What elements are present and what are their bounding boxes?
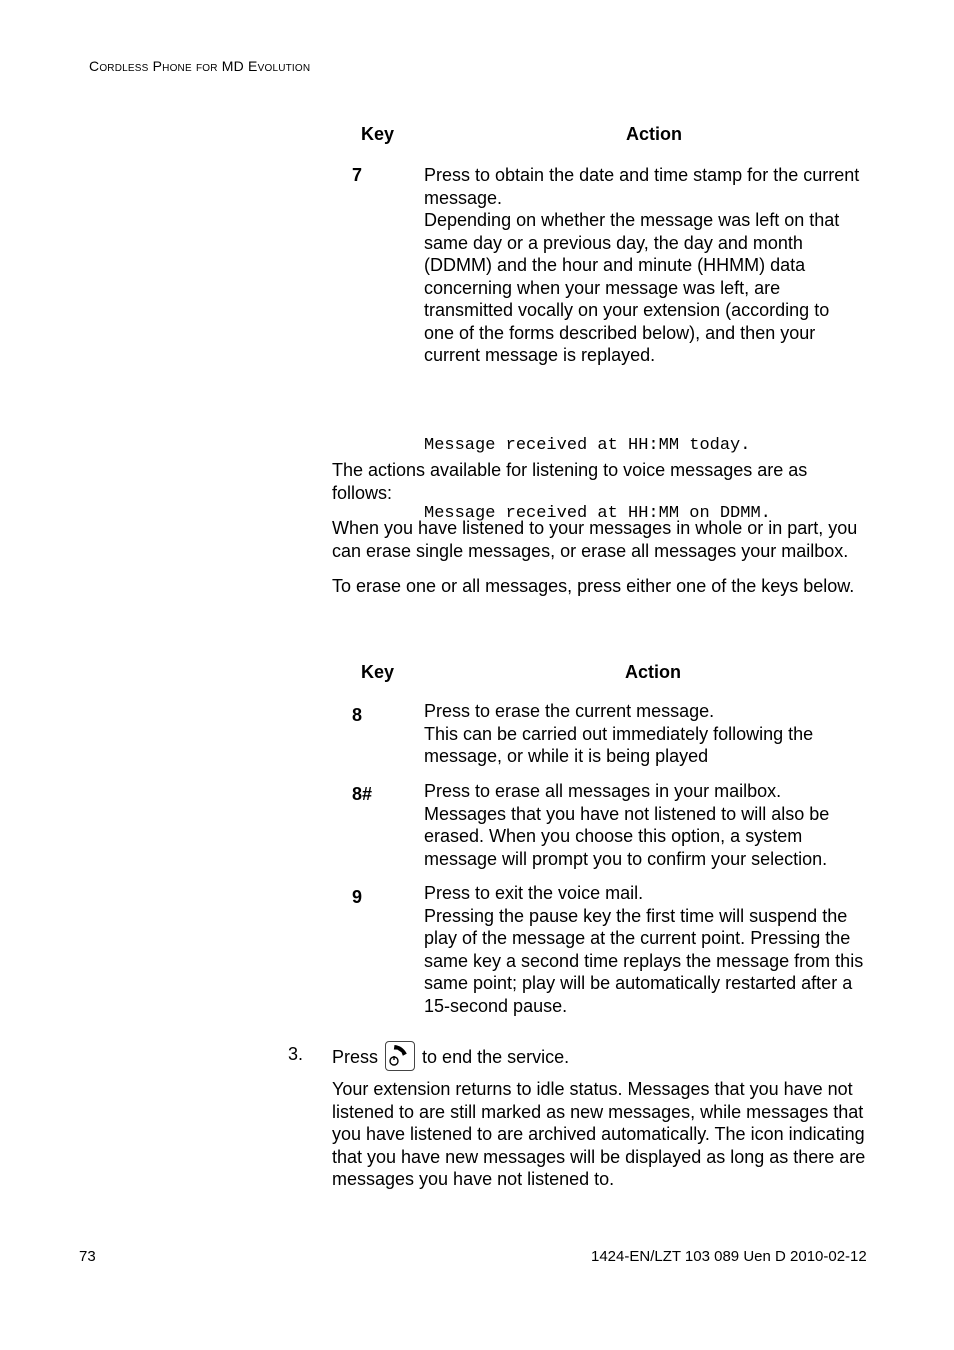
action-line: Press to obtain the date and time stamp for the current	[424, 165, 860, 185]
step-result-paragraph: Your extension returns to idle status. Messages that you have not listened to are still marked as new messages, while messages that you have listened to are archived automatically. The icon indicating that you have new messages will be displayed as long as there are messages you have not listened to.	[332, 1079, 866, 1189]
paragraph-after-listening: When you have listened to your messages in whole or in part, you can erase single messages, or erase all messages your mailbox.	[332, 518, 858, 561]
action-line: current message is replayed.	[424, 345, 656, 365]
table2-action-header: Action	[625, 662, 681, 682]
table1-key-header: Key	[361, 124, 395, 144]
table2-row-key: 8	[352, 705, 363, 725]
page-number: 73	[79, 1248, 96, 1265]
action-line: message.	[424, 187, 503, 208]
document-reference: 1424-EN/LZT 103 089 Uen D 2010-02-12	[591, 1248, 867, 1265]
table2-row-key: 9	[352, 887, 363, 907]
paragraph-erase-instructions: To erase one or all messages, press either one of the keys below.	[332, 576, 855, 596]
table2-row-action: Press to erase the current message. This can be carried out immediately following the message, or while it is being played	[424, 701, 814, 766]
step-instruction: Press to end the service.	[332, 1043, 569, 1073]
table2-key-header: Key	[361, 662, 395, 682]
table2-row-key: 8#	[352, 784, 373, 804]
paragraph-actions-available: The actions available for listening to voice messages are as follows:	[332, 460, 808, 503]
action-line: (DDMM) and the hour and minute (HHMM) data	[424, 255, 806, 275]
end-call-key-icon	[385, 1041, 415, 1071]
action-line: one of the forms described below), and then your	[424, 322, 816, 343]
table1-row-action	[424, 164, 894, 367]
table1-action-header: Action	[626, 124, 682, 144]
table1-row-key: 7	[352, 165, 363, 185]
action-line: same day or a previous day, the day and month	[424, 232, 803, 253]
action-line: transmitted vocally on your extension (according to	[424, 300, 830, 320]
action-line: concerning when your message was left, are	[424, 277, 781, 298]
format-example: Message received at HH:MM on DDMM.	[424, 503, 771, 523]
format-example: Message received at HH:MM today.	[424, 436, 751, 455]
running-header: Cordless Phone for MD Evolution	[89, 58, 311, 74]
table2-row-action: Press to exit the voice mail. Pressing the pause key the first time will suspend the play of the message at the current point. Pressing the same key a second time replays the message from this same point; play will be automatically restarted after a 15-second pause.	[424, 883, 864, 1016]
table2-row-action: Press to erase all messages in your mailbox. Messages that you have not listened to will also be erased. When you choose this option, a system message will prompt you to confirm your selection.	[424, 781, 830, 869]
step-number: 3.	[288, 1044, 304, 1064]
action-line: Depending on whether the message was left on that	[424, 210, 840, 230]
